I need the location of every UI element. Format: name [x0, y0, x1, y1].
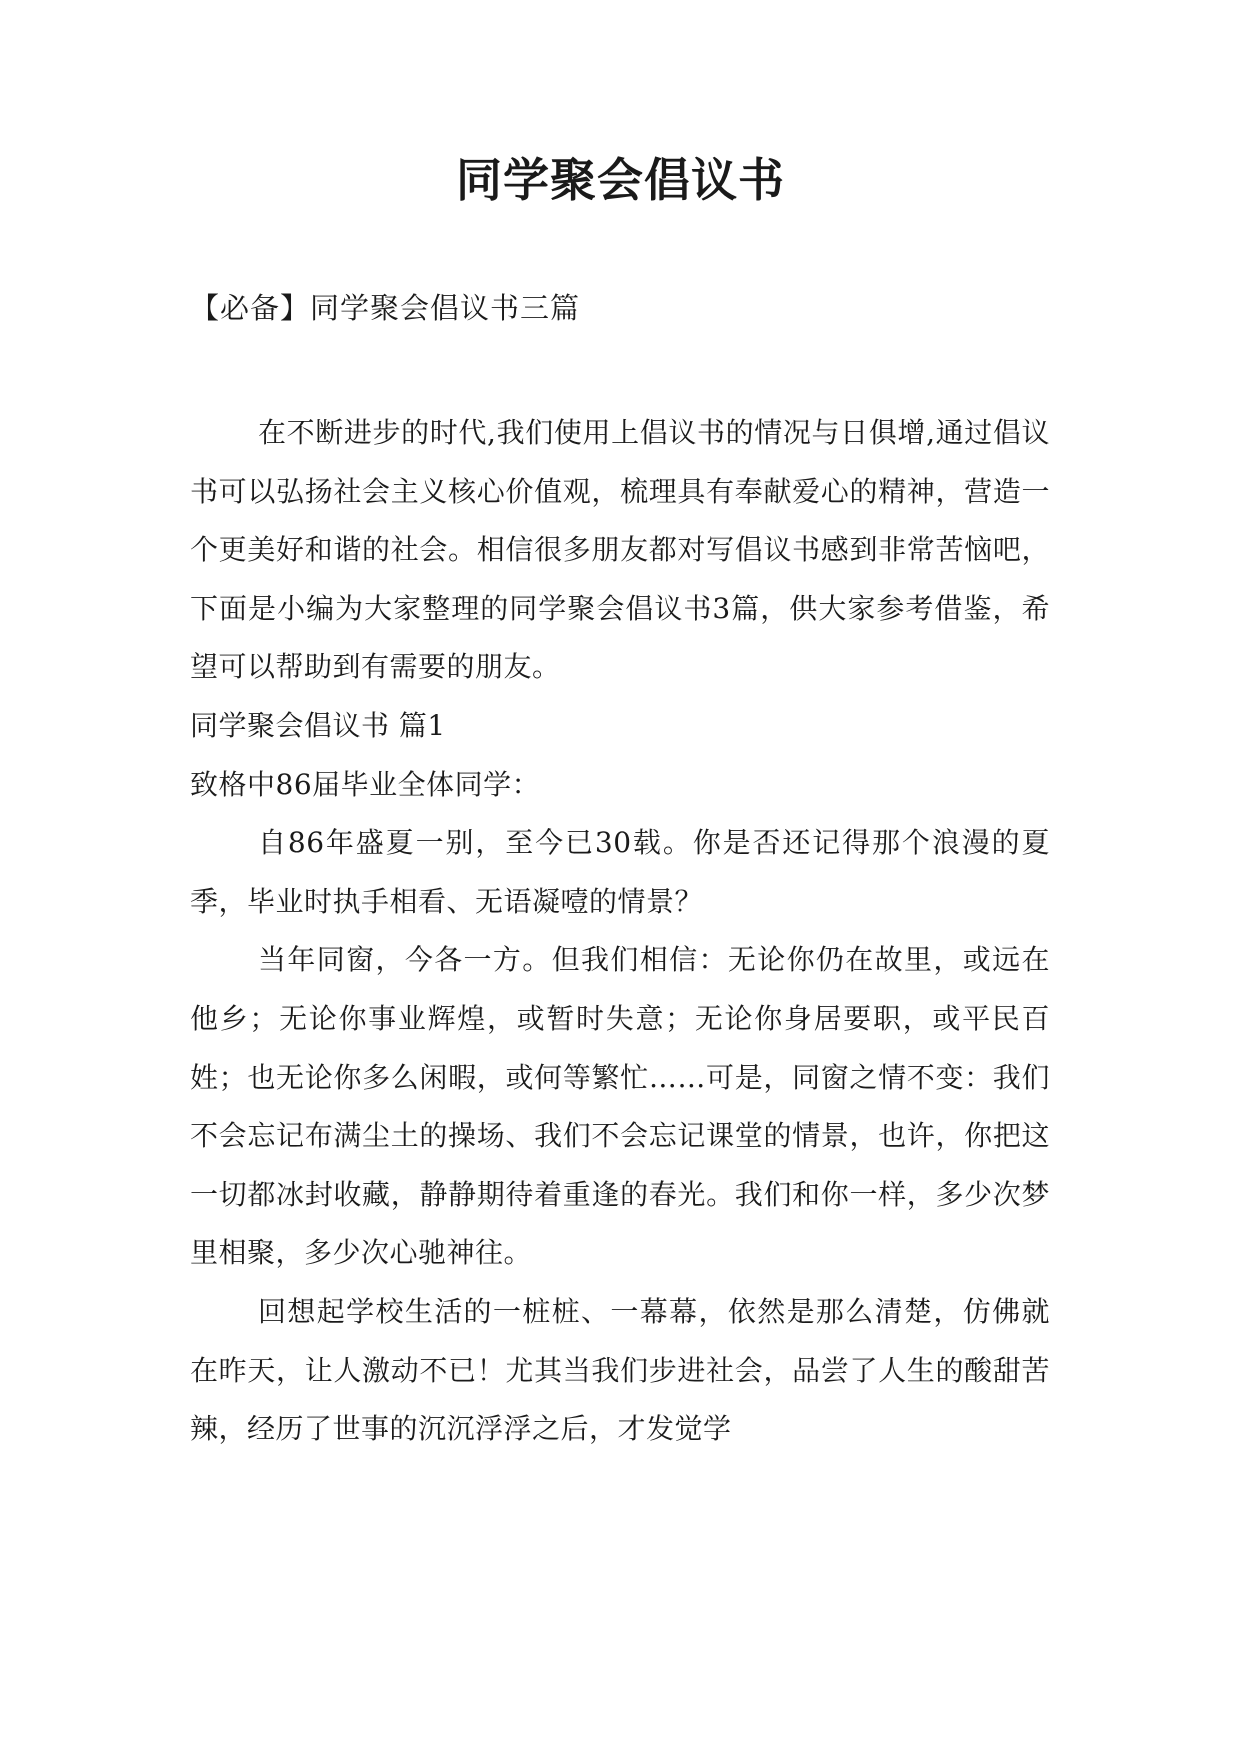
document-subtitle: 【必备】同学聚会倡议书三篇 [190, 291, 581, 325]
intro-paragraph: 在不断进步的时代,我们使用上倡议书的情况与日俱增,通过倡议书可以弘扬社会主义核心价值观，梳理具有奉献爱心的精神，营造一个更美好和谐的社会。相信很多朋友都对写倡议书感到非常苦恼吧，下面是小编为大家整理的同学聚会倡议书3篇，供大家参考借鉴，希望可以帮助到有需要的朋友。 [190, 416, 1050, 684]
body-paragraph-3: 回想起学校生活的一桩桩、一幕幕，依然是那么清楚，仿佛就在昨天，让人激动不已！尤其当我们步进社会，品尝了人生的酸甜苦辣，经历了世事的沉沉浮浮之后，才发觉学 [190, 1294, 1050, 1446]
document-body [190, 404, 1050, 1459]
salutation: 致格中86届毕业全体同学： [190, 767, 541, 801]
document-title: 同学聚会倡议书 [456, 153, 785, 207]
section-heading: 同学聚会倡议书 篇1 [190, 708, 446, 742]
body-paragraph-1: 自86年盛夏一别，至今已30载。你是否还记得那个浪漫的夏季，毕业时执手相看、无语凝噎的情景？ [190, 826, 1050, 918]
body-paragraph-2: 当年同窗，今各一方。但我们相信：无论你仍在故里，或远在他乡；无论你事业辉煌，或暂时失意；无论你身居要职，或平民百姓；也无论你多么闲暇，或何等繁忙……可是，同窗之情不变：我们不会忘记布满尘土的操场、我们不会忘记课堂的情景，也许，你把这一切都冰封收藏，静静期待着重逢的春光。我们和你一样，多少次梦里相聚，多少次心驰神往。 [190, 943, 1050, 1270]
